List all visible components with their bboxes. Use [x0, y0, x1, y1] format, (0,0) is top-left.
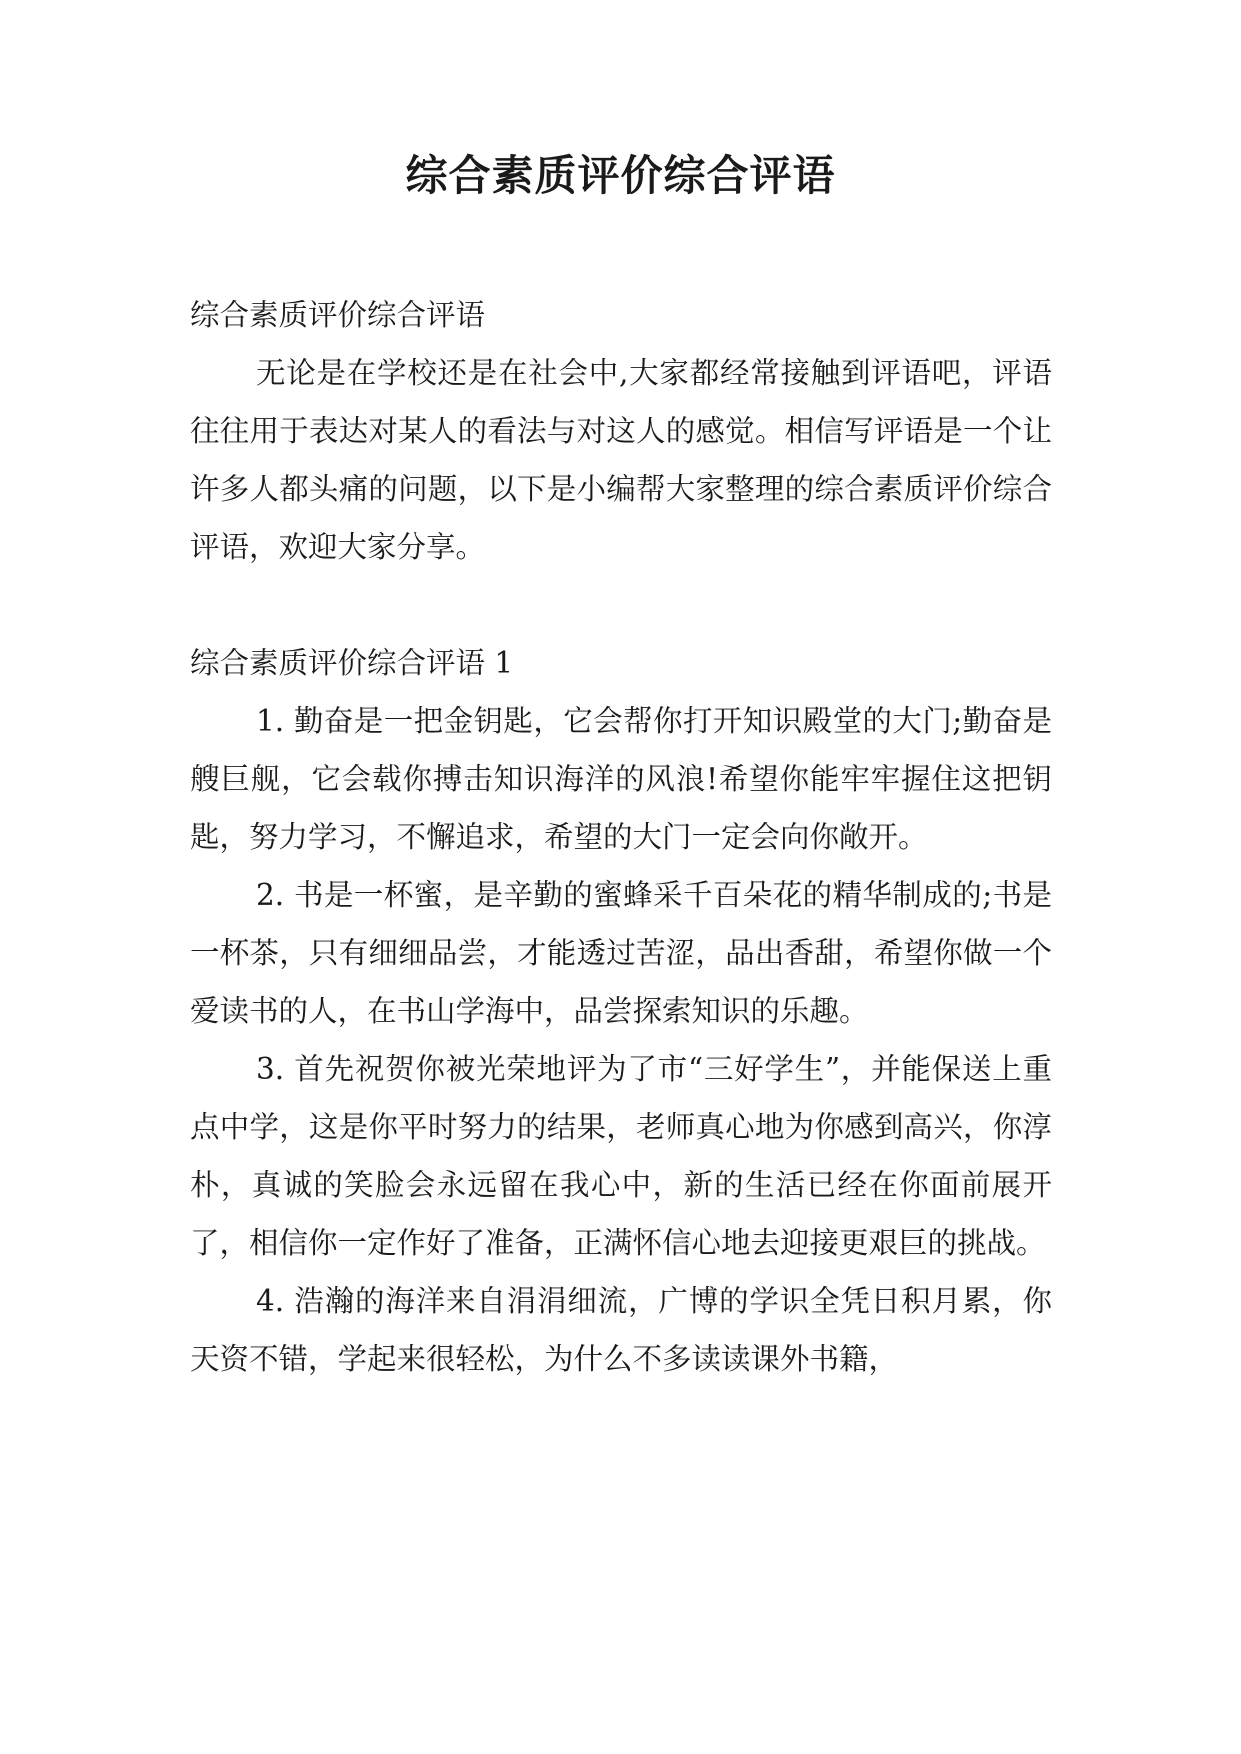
document-subtitle: 综合素质评价综合评语 [190, 298, 486, 332]
intro-paragraph: 无论是在学校还是在社会中,大家都经常接触到评语吧，评语往往用于表达对某人的看法与对这人的感觉。相信写评语是一个让许多人都头痛的问题，以下是小编帮大家整理的综合素质评价综合评语，欢迎大家分享。 [190, 356, 1052, 564]
comment-item-2: 2. 书是一杯蜜，是辛勤的蜜蜂采千百朵花的精华制成的;书是一杯茶，只有细细品尝，才能透过苦涩，品出香甜，希望你做一个爱读书的人，在书山学海中，品尝探索知识的乐趣。 [190, 878, 1052, 1028]
document-title: 综合素质评价综合评语 [405, 151, 836, 200]
paragraph-gap [190, 576, 1052, 634]
comment-item-3: 3. 首先祝贺你被光荣地评为了市“三好学生”，并能保送上重点中学，这是你平时努力的结果，老师真心地为你感到高兴，你淳朴，真诚的笑脸会永远留在我心中，新的生活已经在你面前展开了，相信你一定作好了准备，正满怀信心地去迎接更艰巨的挑战。 [190, 1052, 1052, 1260]
comment-item-1: 1. 勤奋是一把金钥匙，它会帮你打开知识殿堂的大门;勤奋是艘巨舰，它会载你搏击知识海洋的风浪!希望你能牢牢握住这把钥匙，努力学习，不懈追求，希望的大门一定会向你敞开。 [190, 704, 1052, 854]
section-heading: 综合素质评价综合评语 1 [190, 646, 514, 680]
document-body [190, 286, 1052, 1388]
comment-item-4: 4. 浩瀚的海洋来自涓涓细流，广博的学识全凭日积月累，你天资不错，学起来很轻松，为什么不多读读课外书籍， [190, 1284, 1052, 1376]
